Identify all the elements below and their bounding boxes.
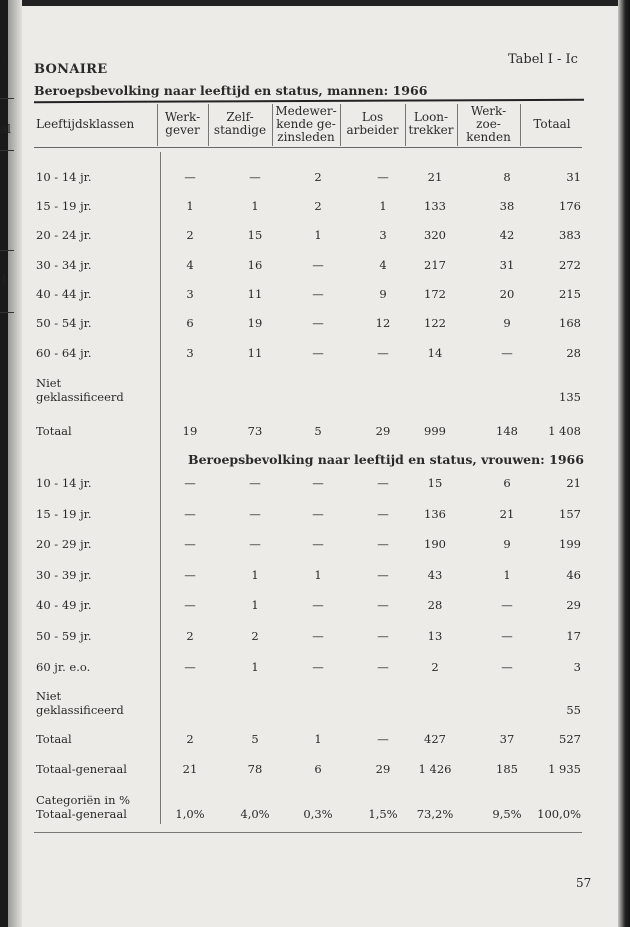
table-cell: 29	[375, 424, 391, 438]
page-number: 57	[576, 876, 592, 890]
table-cell: 6	[503, 476, 511, 490]
table-cell: 4	[379, 258, 387, 272]
table-cell: 31	[566, 170, 581, 184]
prev-page-rule	[0, 250, 14, 251]
table-cell: 272	[559, 258, 581, 272]
table-cell: —	[312, 287, 324, 301]
prev-page-fragment: al	[0, 122, 11, 136]
column-header: Totaal	[533, 116, 571, 131]
header-rule	[34, 147, 582, 148]
table-cell: 20	[499, 287, 515, 301]
table-cell: —	[501, 629, 513, 643]
table-cell: 9	[503, 316, 511, 330]
table-cell: 1	[314, 732, 322, 746]
table-cell: 1,5%	[368, 807, 398, 821]
table-id: Tabel I - Ic	[508, 52, 578, 67]
row-label: 60 jr. e.o.	[36, 660, 91, 674]
table-cell: 46	[566, 568, 581, 582]
table-cell: —	[249, 507, 261, 521]
scan-right-edge	[618, 0, 630, 927]
table-cell: 1,0%	[175, 807, 205, 821]
prev-page-fragment: .	[2, 48, 6, 62]
table-cell: —	[249, 537, 261, 551]
table-cell: 16	[247, 258, 263, 272]
table-cell: 73	[247, 424, 263, 438]
row-label: Niet geklassificeerd	[36, 689, 124, 717]
row-label: 10 - 14 jr.	[36, 476, 92, 490]
row-label: 50 - 59 jr.	[36, 629, 92, 643]
table-cell: 37	[499, 732, 515, 746]
table-cell: 9	[503, 537, 511, 551]
table-cell: —	[184, 537, 196, 551]
table-cell: 21	[566, 476, 581, 490]
column-header: Werk- gever	[164, 110, 201, 137]
table-cell: 38	[499, 199, 515, 213]
table-cell: 43	[427, 568, 443, 582]
table-cell: 2	[251, 629, 259, 643]
table-cell: 19	[247, 316, 263, 330]
table-cell: 55	[566, 703, 581, 717]
table-cell: —	[312, 507, 324, 521]
table-cell: 15	[427, 476, 443, 490]
table-cell: 6	[186, 316, 194, 330]
table-cell: —	[312, 476, 324, 490]
table-cell: 135	[559, 390, 581, 404]
table-cell: 320	[424, 228, 446, 242]
table-cell: 136	[424, 507, 446, 521]
table-cell: 11	[247, 287, 263, 301]
table-cell: 28	[566, 346, 581, 360]
table-cell: 172	[424, 287, 446, 301]
table-cell: 21	[427, 170, 443, 184]
table-cell: —	[377, 732, 389, 746]
table-cell: 4,0%	[240, 807, 270, 821]
table-cell: —	[377, 476, 389, 490]
table-cell: 11	[247, 346, 263, 360]
table-cell: —	[312, 346, 324, 360]
table-cell: 3	[186, 346, 194, 360]
table-cell: 2	[186, 732, 194, 746]
table-cell: 176	[559, 199, 581, 213]
table-cell: 383	[559, 228, 581, 242]
table-cell: 1	[379, 199, 387, 213]
table-cell: —	[312, 537, 324, 551]
table-cell: 31	[499, 258, 515, 272]
row-label: 30 - 39 jr.	[36, 568, 92, 582]
table-cell: 1 426	[418, 762, 452, 776]
table-cell: —	[184, 660, 196, 674]
table-cell: 157	[559, 507, 581, 521]
table-cell: 14	[427, 346, 443, 360]
row-label: Categoriën in % Totaal-generaal	[36, 793, 131, 821]
table-cell: —	[184, 476, 196, 490]
table-cell: —	[184, 598, 196, 612]
table-cell: 2	[186, 228, 194, 242]
row-label: Totaal-generaal	[36, 762, 127, 776]
territory-title: BONAIRE	[34, 62, 108, 77]
table-cell: 1	[251, 199, 259, 213]
subtitle-women: Beroepsbevolking naar leeftijd en status, vrouwen: 1966	[188, 452, 584, 467]
table-cell: —	[501, 346, 513, 360]
prev-page-rule	[0, 150, 14, 151]
row-label: 15 - 19 jr.	[36, 199, 92, 213]
table-cell: —	[501, 598, 513, 612]
column-divider	[405, 104, 406, 146]
table-cell: —	[377, 568, 389, 582]
column-divider	[520, 104, 521, 146]
table-cell: —	[377, 629, 389, 643]
table-cell: 1	[503, 568, 511, 582]
prev-page-fragment: l	[2, 272, 6, 286]
column-divider	[272, 104, 273, 146]
table-cell: 2	[431, 660, 439, 674]
table-cell: —	[377, 537, 389, 551]
table-cell: —	[312, 258, 324, 272]
table-cell: 78	[247, 762, 263, 776]
table-cell: 3	[186, 287, 194, 301]
row-label: 40 - 49 jr.	[36, 598, 92, 612]
table-cell: 5	[314, 424, 322, 438]
table-cell: —	[184, 170, 196, 184]
table-cell: 999	[424, 424, 446, 438]
column-divider	[208, 104, 209, 146]
column-divider	[340, 104, 341, 146]
table-cell: —	[249, 170, 261, 184]
row-label: 50 - 54 jr.	[36, 316, 92, 330]
table-cell: 13	[427, 629, 443, 643]
row-label: 15 - 19 jr.	[36, 507, 92, 521]
table-cell: —	[184, 568, 196, 582]
table-cell: —	[501, 660, 513, 674]
table-cell: 2	[314, 170, 322, 184]
table-cell: 199	[559, 537, 581, 551]
column-header: Los arbeider	[346, 110, 399, 137]
table-cell: 168	[559, 316, 581, 330]
table-cell: 6	[314, 762, 322, 776]
row-label: Niet geklassificeerd	[36, 376, 124, 404]
table-cell: —	[312, 316, 324, 330]
table-cell: 1	[251, 660, 259, 674]
table-cell: —	[377, 507, 389, 521]
table-cell: 122	[424, 316, 446, 330]
table-cell: —	[377, 660, 389, 674]
row-label: 20 - 29 jr.	[36, 537, 92, 551]
table-cell: 17	[566, 629, 581, 643]
table-cell: —	[312, 629, 324, 643]
table-cell: —	[377, 598, 389, 612]
table-cell: 29	[566, 598, 581, 612]
column-header: Werk- zoe- kenden	[466, 103, 511, 144]
subtitle-men: Beroepsbevolking naar leeftijd en status, mannen: 1966	[34, 83, 428, 98]
column-divider	[457, 104, 458, 146]
column-divider	[157, 104, 158, 146]
table-cell: 190	[424, 537, 446, 551]
table-cell: 73,2%	[416, 807, 454, 821]
table-cell: —	[312, 598, 324, 612]
row-label: Totaal	[36, 424, 72, 438]
table-cell: 1	[251, 568, 259, 582]
table-cell: 9,5%	[492, 807, 522, 821]
row-label: 30 - 34 jr.	[36, 258, 92, 272]
table-cell: 19	[182, 424, 198, 438]
table-cell: 9	[379, 287, 387, 301]
table-cell: 215	[559, 287, 581, 301]
table-cell: 12	[375, 316, 391, 330]
prev-page-rule	[0, 98, 14, 99]
table-cell: 42	[499, 228, 515, 242]
table-cell: 148	[496, 424, 518, 438]
row-label: Totaal	[36, 732, 72, 746]
table-cell: —	[184, 507, 196, 521]
row-label: 40 - 44 jr.	[36, 287, 92, 301]
table-cell: 5	[251, 732, 259, 746]
table-cell: 29	[375, 762, 391, 776]
table-cell: 1	[251, 598, 259, 612]
table-cell: 21	[499, 507, 515, 521]
table-cell: —	[249, 476, 261, 490]
table-cell: 217	[424, 258, 446, 272]
table-cell: 133	[424, 199, 446, 213]
row-label: 20 - 24 jr.	[36, 228, 92, 242]
table-cell: —	[377, 346, 389, 360]
table-cell: 4	[186, 258, 194, 272]
table-cell: 100,0%	[537, 807, 581, 821]
bottom-rule	[34, 832, 582, 833]
table-cell: 28	[427, 598, 443, 612]
column-header: Loon- trekker	[408, 110, 454, 137]
table-cell: 185	[496, 762, 518, 776]
prev-page-rule	[0, 312, 14, 313]
table-cell: 15	[247, 228, 263, 242]
table-cell: —	[377, 170, 389, 184]
table-cell: 427	[424, 732, 446, 746]
book-gutter	[8, 0, 22, 927]
table-cell: 21	[182, 762, 198, 776]
row-label: 10 - 14 jr.	[36, 170, 92, 184]
table-cell: 2	[186, 629, 194, 643]
table-cell: 1	[314, 228, 322, 242]
table-cell: 8	[503, 170, 511, 184]
table-cell: 1	[186, 199, 194, 213]
table-cell: 1	[314, 568, 322, 582]
row-label: 60 - 64 jr.	[36, 346, 92, 360]
table-cell: 2	[314, 199, 322, 213]
column-header: Zelf- standige	[213, 110, 267, 137]
table-cell: —	[312, 660, 324, 674]
table-cell: 3	[573, 660, 581, 674]
table-cell: 527	[559, 732, 581, 746]
scan-top-edge	[0, 0, 630, 6]
table-cell: 3	[379, 228, 387, 242]
table-cell: 1 408	[548, 424, 581, 438]
table-cell: 1 935	[548, 762, 581, 776]
scan-left-edge	[0, 0, 8, 927]
column-header: Leeftijdsklassen	[36, 116, 135, 131]
column-header: Medewer- kende ge- zinsleden	[275, 103, 337, 144]
table-cell: 0,3%	[303, 807, 333, 821]
